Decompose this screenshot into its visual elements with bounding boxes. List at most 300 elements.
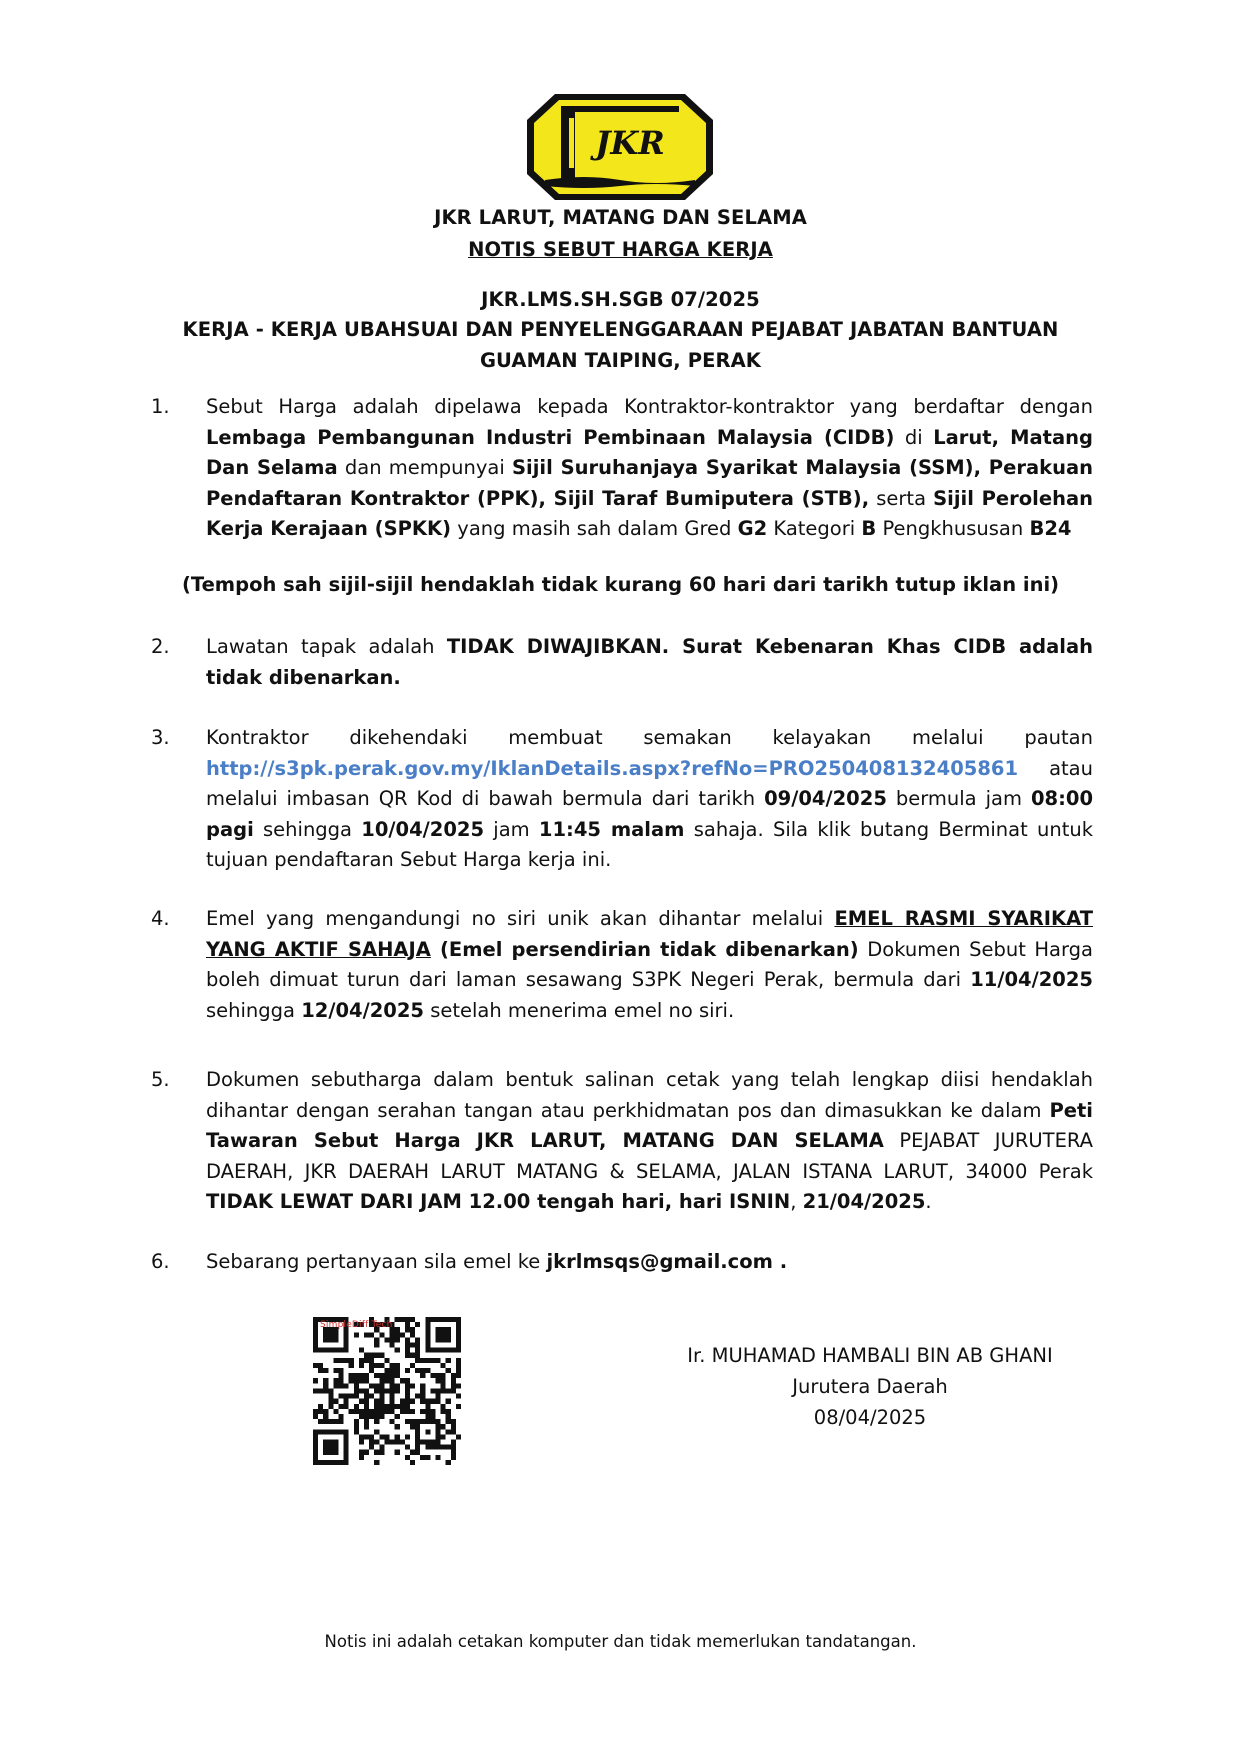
- qr-module: [441, 1434, 446, 1439]
- qr-module: [364, 1358, 369, 1363]
- qr-module: [420, 1394, 425, 1399]
- qr-module: [374, 1388, 379, 1393]
- qr-module: [451, 1388, 456, 1393]
- qr-module: [456, 1373, 461, 1378]
- qr-module: [379, 1353, 384, 1358]
- signature-date: 08/04/2025: [813, 1406, 927, 1429]
- qr-module: [435, 1373, 440, 1378]
- qr-module: [359, 1358, 364, 1363]
- qr-module: [435, 1394, 440, 1399]
- item-number: 5.: [151, 1068, 170, 1091]
- qr-module: [323, 1368, 328, 1373]
- qr-module: [425, 1404, 430, 1409]
- qr-module: [339, 1368, 344, 1373]
- qr-module: [344, 1404, 349, 1409]
- qr-module: [374, 1439, 379, 1444]
- qr-module: [339, 1358, 344, 1363]
- qr-module: [451, 1424, 456, 1429]
- qr-module: [354, 1394, 359, 1399]
- qr-module: [339, 1419, 344, 1424]
- qr-module: [415, 1358, 420, 1363]
- qr-module: [384, 1373, 389, 1378]
- qr-module: [318, 1368, 323, 1373]
- qr-module: [374, 1383, 379, 1388]
- qr-module: [374, 1429, 379, 1434]
- qr-module: [395, 1368, 400, 1373]
- qr-module: [420, 1455, 425, 1460]
- qr-module: [420, 1368, 425, 1373]
- qr-module: [374, 1399, 379, 1404]
- qr-module: [379, 1363, 384, 1368]
- qr-module: [323, 1388, 328, 1393]
- qr-module: [339, 1373, 344, 1378]
- qr-module: [410, 1450, 415, 1455]
- qr-module: [405, 1348, 410, 1353]
- qr-module: [410, 1332, 415, 1337]
- qr-module: [400, 1409, 405, 1414]
- qr-module: [369, 1358, 374, 1363]
- qr-module: [333, 1358, 338, 1363]
- qr-module: [441, 1378, 446, 1383]
- item-number: 6.: [151, 1250, 170, 1273]
- qr-module: [384, 1404, 389, 1409]
- qr-module: [359, 1455, 364, 1460]
- qr-module: [364, 1424, 369, 1429]
- qr-module: [323, 1414, 328, 1419]
- qr-module: [425, 1455, 430, 1460]
- qr-module: [390, 1373, 395, 1378]
- qr-module: [395, 1332, 400, 1337]
- qr-module: [390, 1419, 395, 1424]
- qr-module: [359, 1399, 364, 1404]
- qr-module: [369, 1434, 374, 1439]
- qr-module: [441, 1445, 446, 1450]
- qr-module: [405, 1368, 410, 1373]
- qr-module: [384, 1368, 389, 1373]
- qr-module: [456, 1363, 461, 1368]
- qr-module: [405, 1419, 410, 1424]
- qr-module: [369, 1439, 374, 1444]
- qr-module: [344, 1358, 349, 1363]
- qr-module: [390, 1332, 395, 1337]
- qr-module: [354, 1378, 359, 1383]
- qr-module: [405, 1327, 410, 1332]
- qr-module: [430, 1445, 435, 1450]
- qr-module: [369, 1414, 374, 1419]
- qr-module: [446, 1358, 451, 1363]
- qr-module: [369, 1409, 374, 1414]
- qr-module: [313, 1409, 318, 1414]
- work-title-line1: KERJA - KERJA UBAHSUAI DAN PENYELENGGARAAN PEJABAT JABATAN BANTUAN: [182, 318, 1059, 341]
- qr-module: [384, 1337, 389, 1342]
- qr-module: [328, 1399, 333, 1404]
- qr-module: [395, 1383, 400, 1388]
- item-number: 3.: [151, 726, 170, 749]
- qr-module: [451, 1383, 456, 1388]
- qr-module: [369, 1368, 374, 1373]
- qr-module: [359, 1434, 364, 1439]
- qr-module: [435, 1388, 440, 1393]
- qr-module: [415, 1337, 420, 1342]
- qr-module: [313, 1363, 318, 1368]
- qr-module: [354, 1332, 359, 1337]
- qr-module: [318, 1388, 323, 1393]
- qr-module: [405, 1378, 410, 1383]
- qr-module: [435, 1358, 440, 1363]
- qr-module: [313, 1378, 318, 1383]
- qr-module: [456, 1358, 461, 1363]
- qr-module: [318, 1363, 323, 1368]
- qr-module: [318, 1409, 323, 1414]
- qr-module: [374, 1404, 379, 1409]
- qr-module: [390, 1337, 395, 1342]
- qr-module: [395, 1348, 400, 1353]
- qr-module: [364, 1450, 369, 1455]
- qr-module: [405, 1337, 410, 1342]
- qr-module: [379, 1434, 384, 1439]
- qr-module: [374, 1343, 379, 1348]
- qr-module: [415, 1348, 420, 1353]
- qr-module: [390, 1399, 395, 1404]
- qr-module: [369, 1445, 374, 1450]
- qr-module: [364, 1388, 369, 1393]
- qr-module: [415, 1353, 420, 1358]
- qr-module: [349, 1373, 354, 1378]
- qr-module: [420, 1388, 425, 1393]
- qr-module: [435, 1378, 440, 1383]
- qr-module: [430, 1399, 435, 1404]
- qr-module: [400, 1399, 405, 1404]
- qr-module: [415, 1445, 420, 1450]
- qr-module: [405, 1404, 410, 1409]
- qr-module: [359, 1409, 364, 1414]
- qr-watermark: SimpleDiff Tech: [320, 1320, 393, 1330]
- qr-module: [390, 1383, 395, 1388]
- qr-module: [374, 1460, 379, 1465]
- qr-module: [415, 1343, 420, 1348]
- qr-module: [410, 1317, 415, 1322]
- qr-module: [379, 1332, 384, 1337]
- qr-module: [405, 1353, 410, 1358]
- qr-module: [395, 1424, 400, 1429]
- qr-module: [405, 1394, 410, 1399]
- qr-module: [339, 1383, 344, 1388]
- qr-module: [364, 1332, 369, 1337]
- qr-module: [435, 1327, 450, 1342]
- qr-module: [430, 1414, 435, 1419]
- qr-module: [354, 1404, 359, 1409]
- qr-module: [446, 1419, 451, 1424]
- qr-module: [451, 1450, 456, 1455]
- qr-module: [446, 1409, 451, 1414]
- qr-module: [456, 1404, 461, 1409]
- qr-module: [333, 1378, 338, 1383]
- item-text: Kontraktor dikehendaki membuat semakan kelayakan melalui pautan http://s3pk.perak.gov.my/IklanDetails.aspx?refNo=PRO250408132405861 atau melalui imbasan QR Kod di bawah bermula dari tarikh 09/04/2025 bermula jam 08:00 pagi sehingga 10/04/2025 jam 11:45 malam sahaja. Sila klik butang Berminat untuk tujuan pendaftaran Sebut Harga kerja ini.: [206, 726, 1094, 871]
- qr-module: [410, 1460, 415, 1465]
- item-text: Dokumen sebutharga dalam bentuk salinan cetak yang telah lengkap diisi hendaklah dihantar dengan serahan tangan atau perkhidmatan pos dan dimasukkan ke dalam Peti Tawaran Sebut Harga JKR LARUT, MATANG DAN SELAMA PEJABAT JURUTERA DAERAH, JKR DAERAH LARUT MATANG & SELAMA, JALAN ISTANA LARUT, 34000 Perak TIDAK LEWAT DARI JAM 12.00 tengah hari, hari ISNIN, 21/04/2025.: [206, 1068, 1093, 1213]
- qr-module: [364, 1373, 369, 1378]
- qr-module: [328, 1394, 333, 1399]
- qr-module: [339, 1378, 344, 1383]
- qr-module: [430, 1373, 435, 1378]
- qr-module: [333, 1399, 338, 1404]
- qr-module: [410, 1383, 415, 1388]
- qr-module: [395, 1388, 400, 1393]
- qr-module: [390, 1378, 395, 1383]
- qr-module: [395, 1439, 400, 1444]
- item-number: 1.: [151, 395, 170, 418]
- qr-module: [354, 1419, 359, 1424]
- qr-module: [333, 1383, 338, 1388]
- qr-module: [405, 1343, 410, 1348]
- qr-module: [359, 1414, 364, 1419]
- qr-module: [446, 1445, 451, 1450]
- qr-module: [395, 1404, 400, 1409]
- qr-module: [390, 1368, 395, 1373]
- qr-module: [400, 1317, 405, 1322]
- qr-module: [456, 1368, 461, 1373]
- qr-module: [395, 1327, 400, 1332]
- qr-module: [359, 1450, 364, 1455]
- item-text: Sebut Harga adalah dipelawa kepada Kontraktor-kontraktor yang berdaftar dengan Lembaga Pembangunan Industri Pembinaan Malaysia (CIDB) di Larut, Matang Dan Selama dan mempunyai Sijil Suruhanjaya Syarikat Malaysia (SSM), Perakuan Pendaftaran Kontraktor (PPK), Sijil Taraf Bumiputera (STB), serta Sijil Perolehan Kerja Kerajaan (SPKK) yang masih sah dalam Gred G2 Kategori B Pengkhususan B24: [206, 395, 1093, 540]
- qr-module: [323, 1439, 338, 1454]
- qr-module: [333, 1368, 338, 1373]
- qr-module: [379, 1373, 384, 1378]
- qr-module: [410, 1419, 415, 1424]
- qr-module: [323, 1378, 328, 1383]
- qr-module: [390, 1394, 395, 1399]
- qr-module: [349, 1409, 354, 1414]
- qr-module: [379, 1383, 384, 1388]
- qr-module: [405, 1399, 410, 1404]
- qr-module: [435, 1399, 440, 1404]
- qr-module: [451, 1439, 456, 1444]
- qr-module: [425, 1409, 430, 1414]
- qr-module: [349, 1363, 354, 1368]
- qr-module: [354, 1383, 359, 1388]
- qr-module: [446, 1388, 451, 1393]
- qr-module: [451, 1455, 456, 1460]
- reference-number: JKR.LMS.SH.SGB 07/2025: [481, 288, 760, 311]
- qr-module: [369, 1332, 374, 1337]
- qr-module: [374, 1419, 379, 1424]
- qr-module: [333, 1409, 338, 1414]
- qr-module: [390, 1439, 395, 1444]
- qr-module: [425, 1358, 430, 1363]
- qr-module: [374, 1337, 379, 1342]
- qr-module: [451, 1378, 456, 1383]
- qr-module: [405, 1317, 410, 1322]
- qr-module: [410, 1399, 415, 1404]
- qr-module: [379, 1394, 384, 1399]
- qr-module: [364, 1409, 369, 1414]
- qr-module: [323, 1419, 328, 1424]
- qr-module: [441, 1388, 446, 1393]
- qr-module: [379, 1445, 384, 1450]
- qr-module: [390, 1388, 395, 1393]
- qr-module: [400, 1378, 405, 1383]
- qr-module: [415, 1450, 420, 1455]
- qr-module: [323, 1383, 328, 1388]
- qr-module: [420, 1399, 425, 1404]
- qr-module: [359, 1388, 364, 1393]
- qr-module: [384, 1439, 389, 1444]
- qr-module: [441, 1383, 446, 1388]
- qr-module: [456, 1394, 461, 1399]
- qr-module: [339, 1394, 344, 1399]
- qr-module: [405, 1409, 410, 1414]
- qr-module: [364, 1378, 369, 1383]
- qr-module: [410, 1424, 415, 1429]
- qr-module: [379, 1409, 384, 1414]
- qr-module: [344, 1383, 349, 1388]
- qr-module: [441, 1409, 446, 1414]
- qr-module: [446, 1414, 451, 1419]
- logo-text: JKR: [595, 124, 665, 162]
- qr-module: [359, 1348, 364, 1353]
- qr-module: [395, 1337, 400, 1342]
- qr-module: [451, 1429, 456, 1434]
- qr-module: [364, 1419, 369, 1424]
- qr-module: [395, 1414, 400, 1419]
- qr-module: [359, 1378, 364, 1383]
- qr-module: [384, 1409, 389, 1414]
- qr-module: [349, 1378, 354, 1383]
- qr-module: [395, 1363, 400, 1368]
- qr-module: [446, 1368, 451, 1373]
- qr-module: [369, 1383, 374, 1388]
- qr-module: [349, 1358, 354, 1363]
- qr-module: [420, 1409, 425, 1414]
- qr-module: [384, 1434, 389, 1439]
- qr-module: [374, 1450, 379, 1455]
- qr-module: [379, 1378, 384, 1383]
- qr-module: [425, 1368, 430, 1373]
- qr-module: [415, 1394, 420, 1399]
- qr-module: [441, 1373, 446, 1378]
- work-title-line2: GUAMAN TAIPING, PERAK: [479, 349, 762, 372]
- qr-module: [405, 1445, 410, 1450]
- qr-module: [425, 1429, 430, 1434]
- qr-module: [405, 1388, 410, 1393]
- qr-module: [379, 1450, 384, 1455]
- qr-module: [420, 1358, 425, 1363]
- jkr-logo: [525, 92, 715, 202]
- qr-module: [456, 1383, 461, 1388]
- footer-note: Notis ini adalah cetakan komputer dan tidak memerlukan tandatangan.: [324, 1632, 917, 1651]
- qr-module: [344, 1394, 349, 1399]
- qr-module: [400, 1404, 405, 1409]
- qr-module: [349, 1394, 354, 1399]
- qr-module: [359, 1363, 364, 1368]
- qr-module: [374, 1353, 379, 1358]
- item-text: Lawatan tapak adalah TIDAK DIWAJIBKAN. Surat Kebenaran Khas CIDB adalah tidak dibenarkan.: [206, 635, 1093, 689]
- signatory-name: Ir. MUHAMAD HAMBALI BIN AB GHANI: [687, 1344, 1053, 1367]
- qr-module: [354, 1424, 359, 1429]
- qr-module: [313, 1388, 318, 1393]
- qr-module: [446, 1460, 451, 1465]
- qr-module: [425, 1445, 430, 1450]
- qr-module: [425, 1399, 430, 1404]
- qr-module: [441, 1404, 446, 1409]
- qr-module: [369, 1394, 374, 1399]
- qr-module: [446, 1399, 451, 1404]
- qr-code[interactable]: [313, 1317, 461, 1465]
- qr-module: [328, 1388, 333, 1393]
- eligibility-link[interactable]: http://s3pk.perak.gov.my/IklanDetails.aspx?refNo=PRO250408132405861: [206, 756, 1019, 780]
- qr-module: [354, 1388, 359, 1393]
- signatory-position: Jurutera Daerah: [792, 1375, 948, 1398]
- qr-module: [374, 1414, 379, 1419]
- qr-module: [379, 1404, 384, 1409]
- qr-module: [328, 1419, 333, 1424]
- qr-module: [374, 1409, 379, 1414]
- qr-module: [390, 1363, 395, 1368]
- qr-module: [415, 1368, 420, 1373]
- qr-module: [359, 1373, 364, 1378]
- item-text: Emel yang mengandungi no siri unik akan dihantar melalui EMEL RASMI SYARIKAT YANG AKTIF SAHAJA (Emel persendirian tidak dibenarkan) Dokumen Sebut Harga boleh dimuat turun dari laman sesawang S3PK Negeri Perak, bermula dari 11/04/2025 sehingga 12/04/2025 setelah menerima emel no siri.: [206, 907, 1093, 1022]
- qr-module: [339, 1404, 344, 1409]
- qr-module: [384, 1358, 389, 1363]
- qr-module: [415, 1322, 420, 1327]
- qr-module: [430, 1388, 435, 1393]
- qr-module: [410, 1327, 415, 1332]
- qr-module: [313, 1414, 318, 1419]
- qr-module: [395, 1317, 400, 1322]
- notice-heading: NOTIS SEBUT HARGA KERJA: [468, 238, 773, 261]
- qr-module: [359, 1439, 364, 1444]
- qr-module: [456, 1434, 461, 1439]
- qr-module: [425, 1414, 430, 1419]
- qr-module: [379, 1399, 384, 1404]
- qr-module: [405, 1383, 410, 1388]
- qr-module: [318, 1404, 323, 1409]
- qr-module: [410, 1409, 415, 1414]
- qr-module: [364, 1404, 369, 1409]
- item-text: Sebarang pertanyaan sila emel ke jkrlmsqs@gmail.com .: [206, 1250, 788, 1273]
- qr-module: [400, 1439, 405, 1444]
- qr-module: [364, 1399, 369, 1404]
- qr-module: [405, 1322, 410, 1327]
- qr-module: [446, 1429, 451, 1434]
- qr-module: [441, 1424, 446, 1429]
- qr-module: [435, 1445, 440, 1450]
- org-heading: JKR LARUT, MATANG DAN SELAMA: [434, 206, 807, 229]
- qr-module: [451, 1419, 456, 1424]
- qr-module: [441, 1363, 446, 1368]
- qr-module: [333, 1419, 338, 1424]
- qr-module: [354, 1373, 359, 1378]
- qr-module: [410, 1353, 415, 1358]
- qr-module: [405, 1455, 410, 1460]
- qr-module: [364, 1414, 369, 1419]
- qr-module: [344, 1399, 349, 1404]
- qr-module: [451, 1445, 456, 1450]
- qr-module: [384, 1378, 389, 1383]
- qr-module: [379, 1414, 384, 1419]
- qr-module: [420, 1373, 425, 1378]
- qr-module: [395, 1434, 400, 1439]
- qr-module: [374, 1363, 379, 1368]
- qr-module: [435, 1455, 440, 1460]
- qr-module: [390, 1404, 395, 1409]
- qr-module: [369, 1363, 374, 1368]
- qr-module: [364, 1434, 369, 1439]
- qr-module: [390, 1409, 395, 1414]
- contact-email[interactable]: jkrlmsqs@gmail.com .: [546, 1250, 788, 1273]
- qr-module: [369, 1353, 374, 1358]
- qr-module: [410, 1363, 415, 1368]
